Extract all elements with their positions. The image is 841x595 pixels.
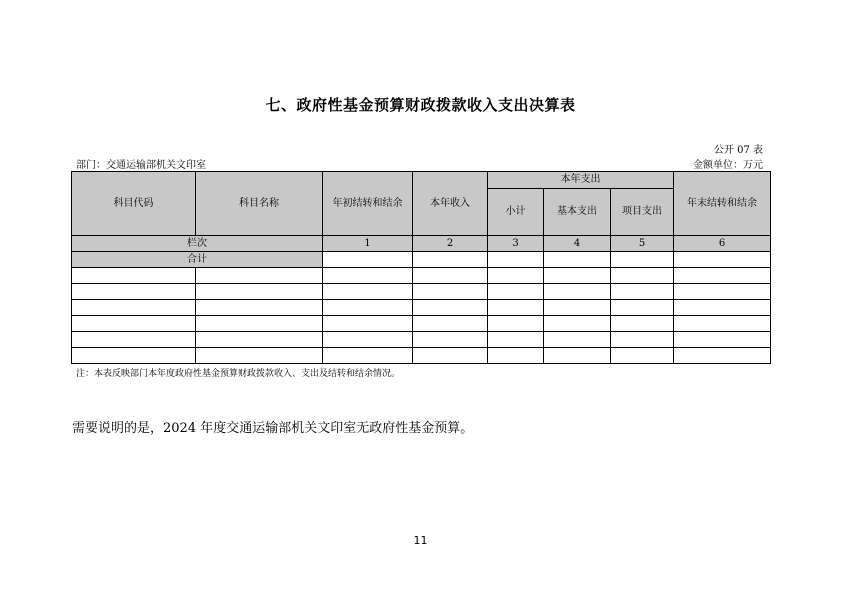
table-cell [413,268,488,284]
table-cell [544,348,611,364]
header-current-income: 本年收入 [413,172,488,236]
table-cell [323,300,413,316]
budget-table [71,171,771,364]
table-row [72,284,771,300]
table-cell [544,300,611,316]
table-cell [196,348,323,364]
header-subject-name: 科目名称 [196,172,323,236]
table-cell [196,268,323,284]
header-opening-balance: 年初结转和结余 [323,172,413,236]
table-cell [611,300,674,316]
table-cell [413,284,488,300]
column-index-label: 栏次 [72,236,323,252]
column-number: 4 [544,236,611,252]
total-row [72,252,771,268]
column-number: 3 [488,236,544,252]
table-cell [196,284,323,300]
table-cell [674,316,771,332]
table-cell [323,316,413,332]
table-cell [674,268,771,284]
remark-text: 需要说明的是，2024 年度交通运输部机关文印室无政府性基金预算。 [72,421,474,436]
table-cell [674,252,771,268]
table-cell [413,316,488,332]
table-row [72,300,771,316]
table-cell [323,284,413,300]
table-cell [674,284,771,300]
table-cell [544,252,611,268]
table-cell [674,300,771,316]
header-subtotal: 小计 [488,189,544,236]
table-cell [413,348,488,364]
total-label: 合计 [72,252,323,268]
header-basic-expenditure: 基本支出 [544,189,611,236]
table-cell [323,332,413,348]
table-cell [72,284,196,300]
table-cell [488,348,544,364]
page-number: 11 [413,534,428,547]
table-row [72,332,771,348]
table-cell [196,332,323,348]
department-label: 部门：交通运输部机关文印室 [76,160,206,171]
table-cell [611,268,674,284]
header-current-expenditure: 本年支出 [488,172,674,189]
table-cell [488,284,544,300]
report-title: 七、政府性基金预算财政拨款收入支出决算表 [265,96,576,114]
table-cell [72,300,196,316]
form-code: 公开 07 表 [713,145,763,156]
header-subject-code: 科目代码 [72,172,196,236]
table-note: 注：本表反映部门本年度政府性基金预算财政拨款收入、支出及结转和结余情况。 [76,369,401,379]
table-cell [72,268,196,284]
table-cell [72,348,196,364]
table-cell [323,348,413,364]
table-cell [488,252,544,268]
header-closing-balance: 年末结转和结余 [674,172,771,236]
table-cell [72,332,196,348]
table-cell [488,268,544,284]
table-cell [488,332,544,348]
table-cell [611,348,674,364]
unit-label: 金额单位：万元 [693,160,763,171]
table-cell [674,348,771,364]
table-cell [611,284,674,300]
column-number: 6 [674,236,771,252]
table-cell [611,316,674,332]
column-number: 5 [611,236,674,252]
table-cell [544,284,611,300]
table-cell [611,332,674,348]
table-cell [413,252,488,268]
table-cell [544,268,611,284]
table-cell [544,316,611,332]
table-cell [611,252,674,268]
table-cell [544,332,611,348]
table-row [72,348,771,364]
table-cell [196,316,323,332]
table-cell [323,252,413,268]
column-number: 2 [413,236,488,252]
table-cell [72,316,196,332]
table-row [72,316,771,332]
column-number: 1 [323,236,413,252]
table-cell [488,300,544,316]
header-project-expenditure: 项目支出 [611,189,674,236]
table-cell [674,332,771,348]
table-cell [488,316,544,332]
table-cell [413,300,488,316]
table-cell [323,268,413,284]
table-row [72,268,771,284]
table-cell [196,300,323,316]
table-cell [413,332,488,348]
